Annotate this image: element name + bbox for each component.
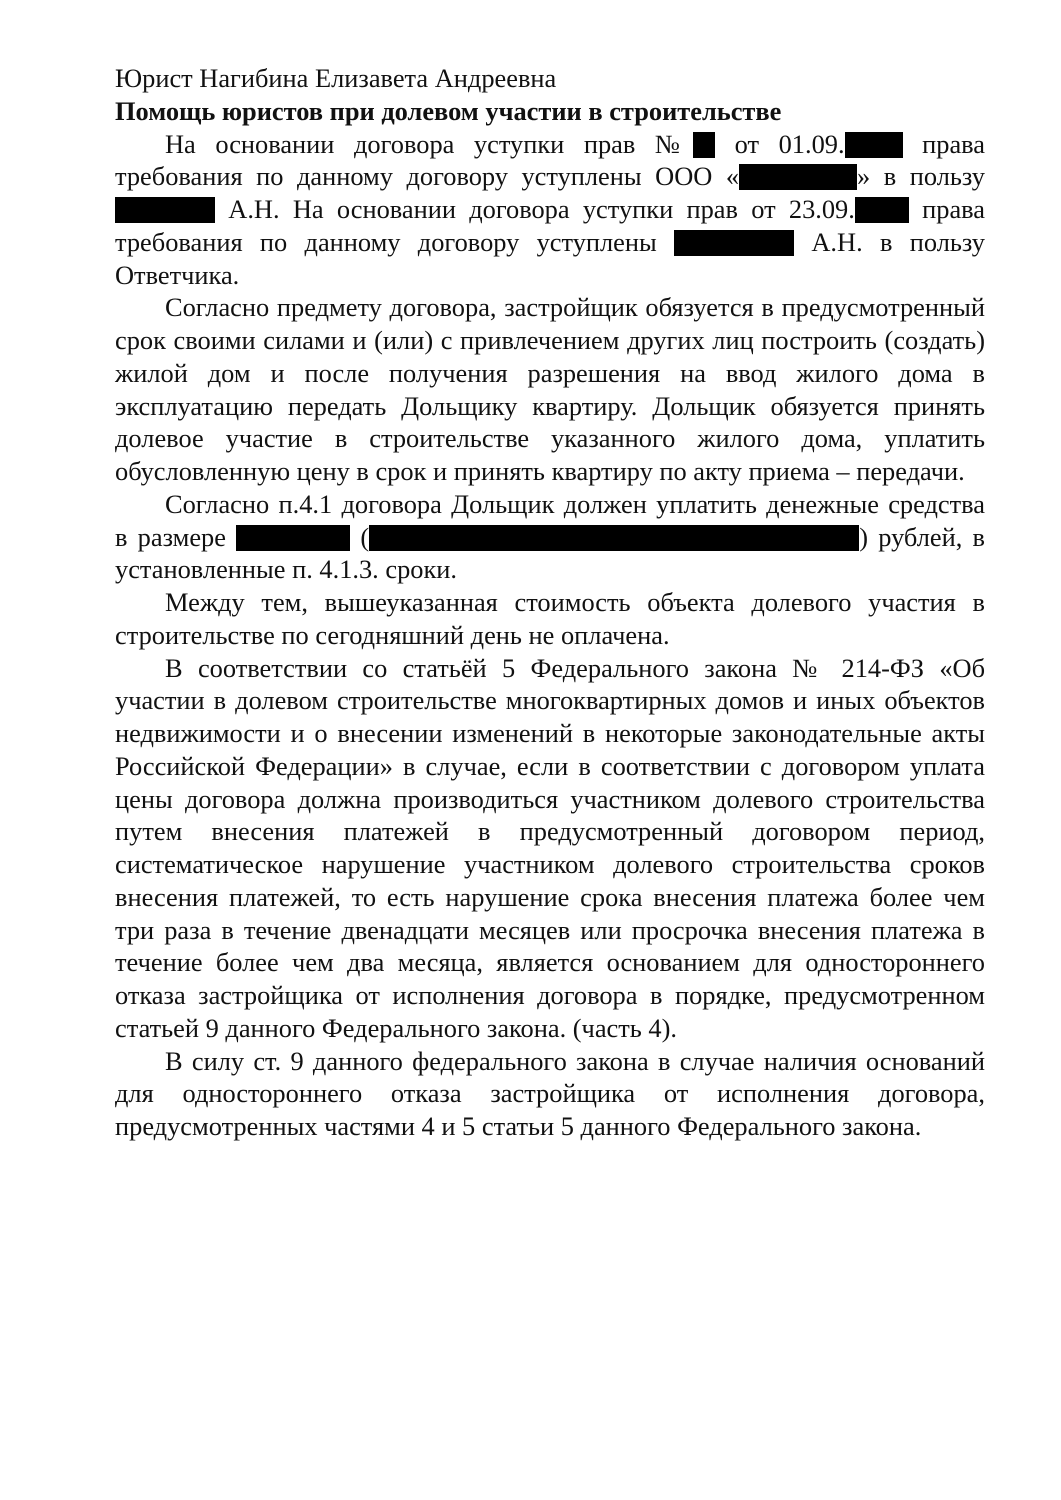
redaction-block xyxy=(693,132,715,158)
paragraph-unpaid: Между тем, вышеуказанная стоимость объекта долевого участия в строительстве по сегодняшний день не оплачена. xyxy=(115,587,985,650)
paragraph-text: А.Н. в пользу Ответчика. xyxy=(115,226,985,290)
paragraph-law-article-9: В силу ст. 9 данного федерального закона в случае наличия оснований для одностороннего отказа застройщика от исполнения договора, предусмотренных частями 4 и 5 статьи 5 данного Федерального закона. xyxy=(115,1045,985,1141)
redaction-block xyxy=(739,164,857,190)
paragraph-text: ( xyxy=(350,521,370,552)
paragraph-text: от 01.09. xyxy=(715,128,845,159)
paragraph-text: права требования по данному договору уступлены ООО « xyxy=(115,128,985,192)
paragraph-text: А.Н. На основании договора уступки прав от 23.09. xyxy=(215,194,855,224)
document-body xyxy=(115,62,985,1143)
redaction-block xyxy=(855,197,909,223)
redaction-block xyxy=(369,525,859,551)
paragraph-contract-subject: Согласно предмету договора, застройщик обязуется в предусмотренный срок своими силами и (или) с привлечением других лиц построить (создать) жилой дом и после получения разрешения на ввод жилого дома в эксплуатацию передать Дольщику квартиру. Дольщик обязуется принять долевое участие в строительстве указанного жилого дома, уплатить обусловленную цену в срок и принять квартиру по акту приема – передачи. xyxy=(115,292,985,486)
paragraph-assignment xyxy=(115,128,985,292)
redaction-block xyxy=(115,197,215,223)
redaction-block xyxy=(845,132,903,158)
paragraph-text: ) рублей, в установленные п. 4.1.3. сроки. xyxy=(115,521,985,585)
document-heading: Помощь юристов при долевом участии в строительстве xyxy=(115,95,782,126)
redaction-block xyxy=(236,525,350,551)
paragraph-text: права требования по данному договору уступлены xyxy=(115,194,985,257)
paragraph-law-article-5: В соответствии со статьёй 5 Федерального закона № 214-ФЗ «Об участии в долевом строительстве многоквартирных домов и иных объектов недвижимости и о внесении изменений в некоторые законодательные акты Российской Федерации» в случае, если в соответствии с договором уплата цены договора должна производиться участником долевого строительства путем внесения платежей в предусмотренный договором период, систематическое нарушение участником долевого строительства сроков внесения платежей, то есть нарушение срока внесения платежа более чем три раза в течение двенадцати месяцев или просрочка внесения платежа в течение более чем два месяца, является основанием для одностороннего отказа застройщика от исполнения договора в порядке, предусмотренном статьей 9 данного Федерального закона. (часть 4). xyxy=(115,652,985,1043)
paragraph-text: » в пользу xyxy=(857,161,985,192)
paragraph-text: Согласно п.4.1 договора Дольщик должен уплатить денежные средства в размере xyxy=(115,488,985,552)
redaction-block xyxy=(674,230,794,256)
paragraph-payment xyxy=(115,488,985,586)
paragraph-text: На основании договора уступки прав № xyxy=(165,128,694,159)
author-line: Юрист Нагибина Елизавета Андреевна xyxy=(115,63,557,93)
